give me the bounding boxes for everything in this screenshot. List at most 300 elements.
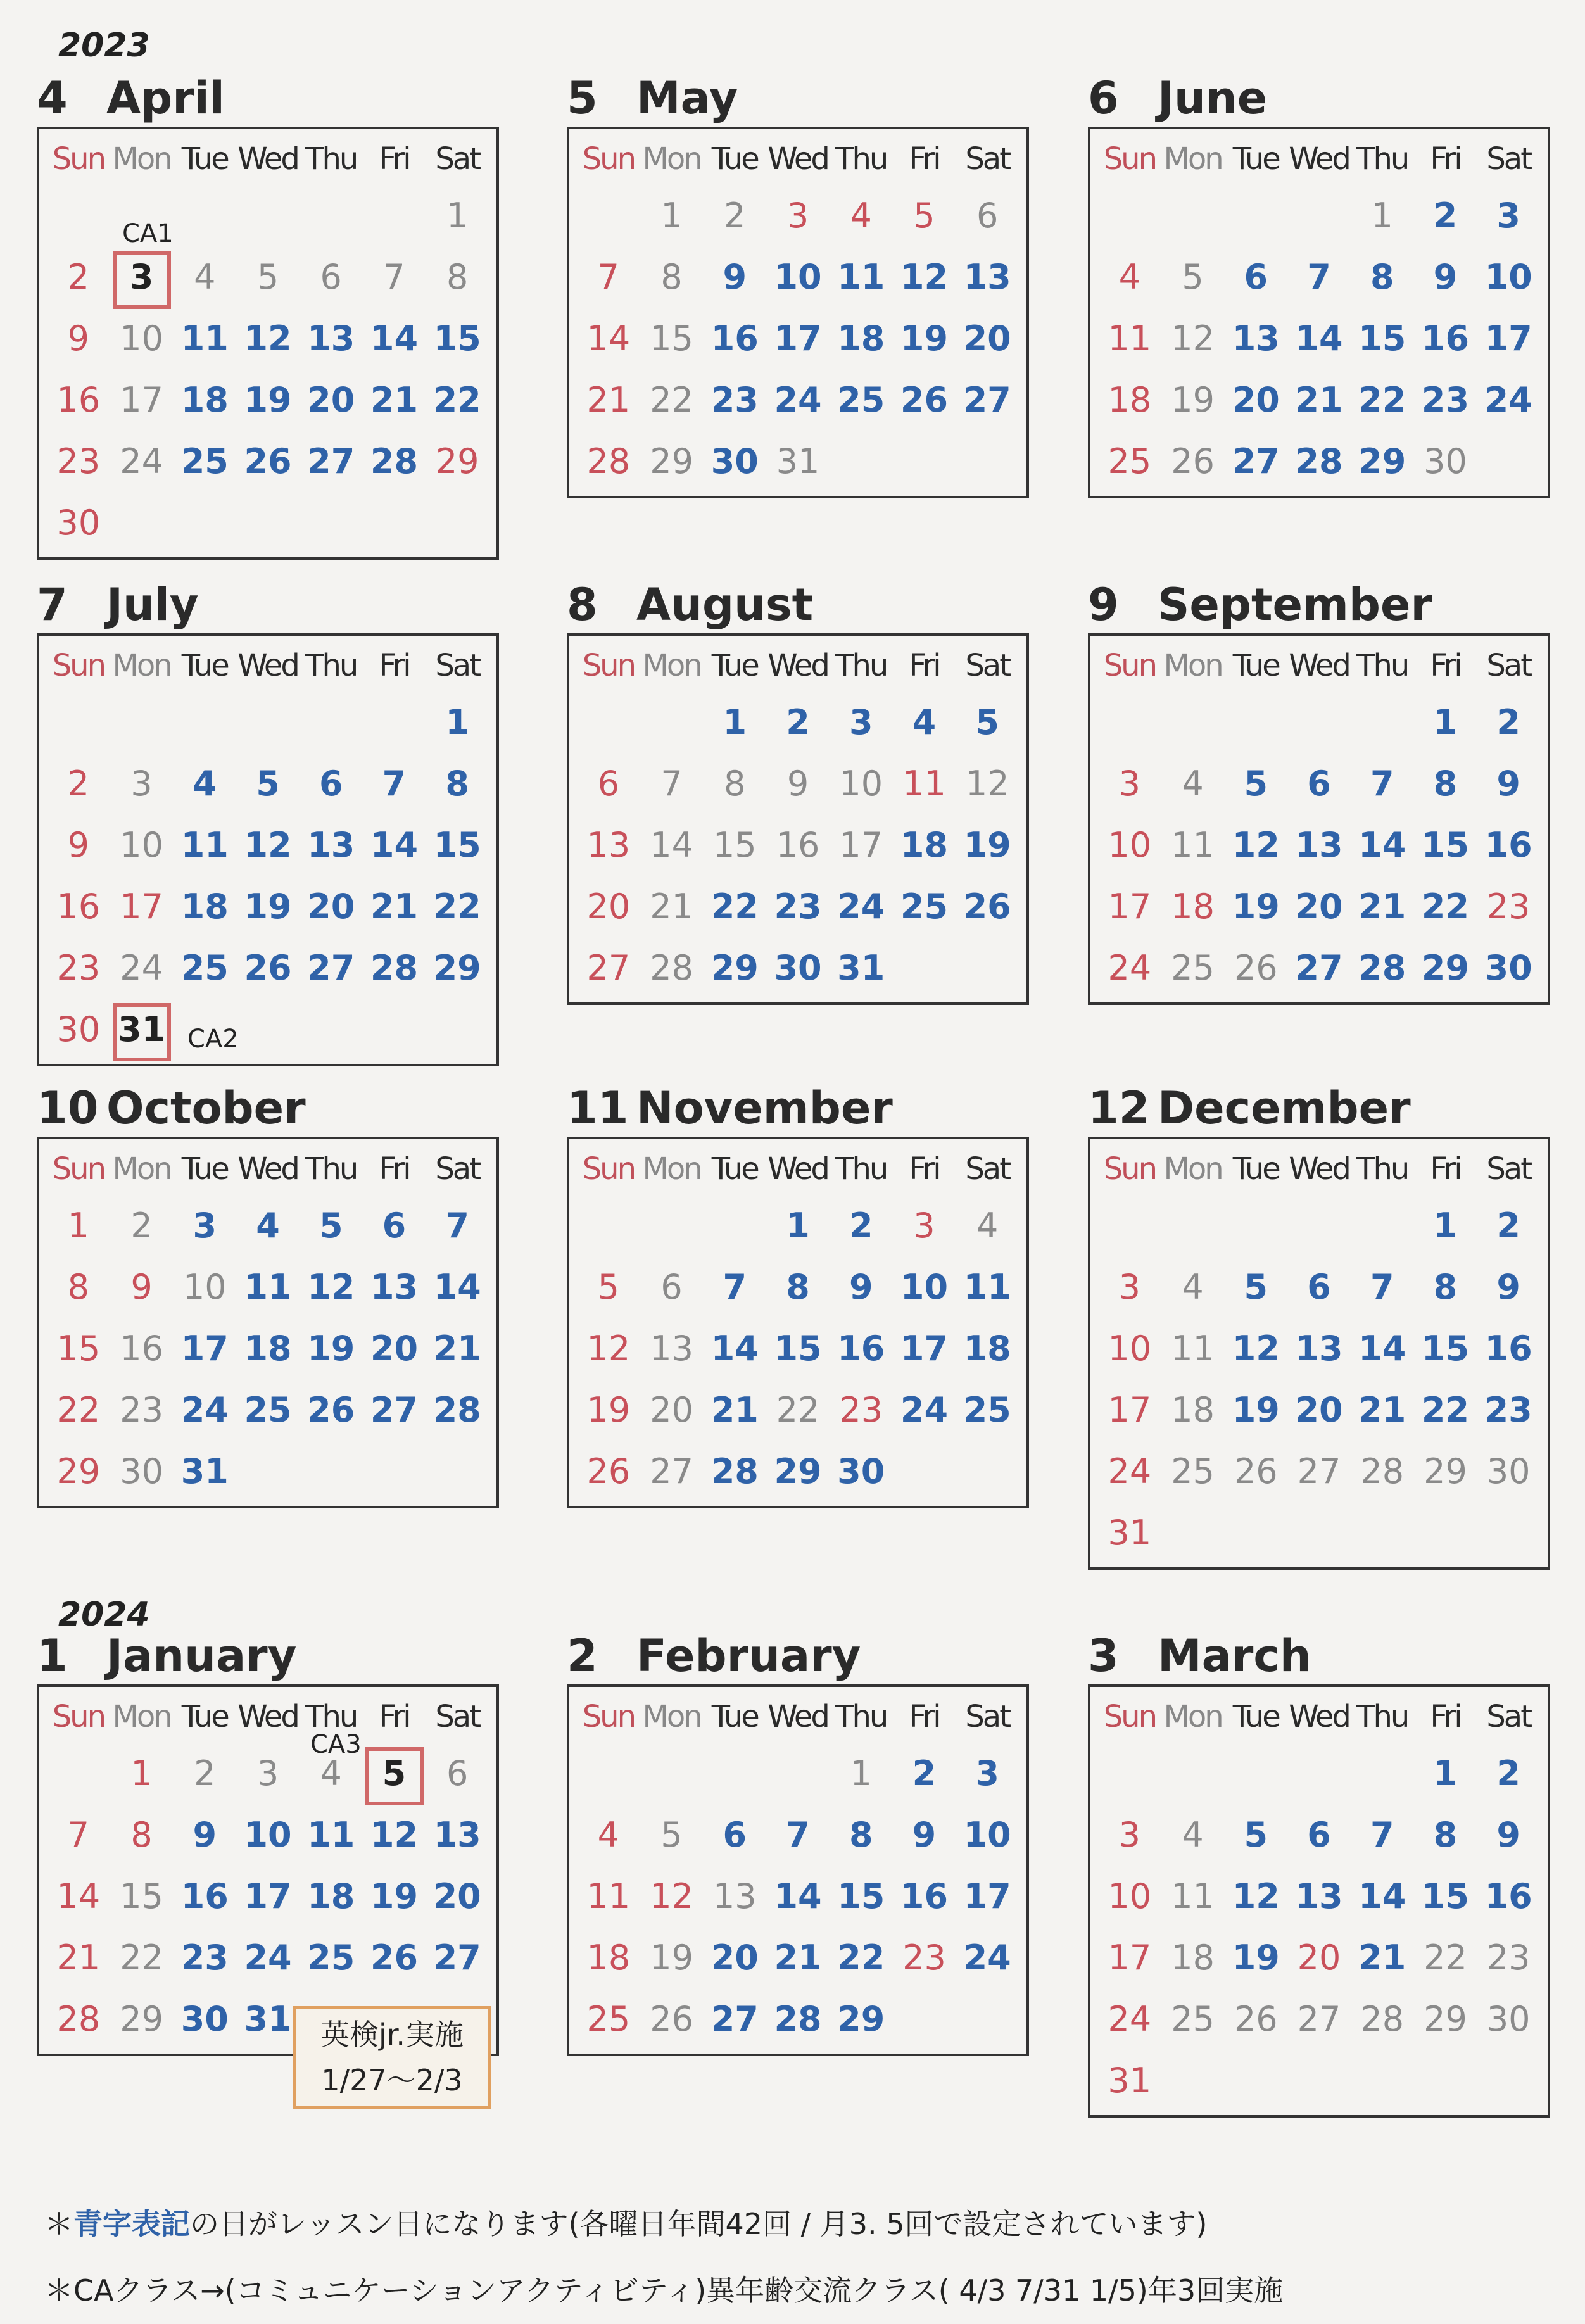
day-21: 21 bbox=[1295, 380, 1343, 420]
day-10: 10 bbox=[182, 1267, 227, 1307]
day-9: 9 bbox=[130, 1267, 153, 1307]
day-20: 20 bbox=[586, 887, 631, 926]
week-row bbox=[1098, 2050, 1540, 2111]
day-2: 2 bbox=[1496, 1753, 1520, 1793]
day-20: 20 bbox=[1295, 1390, 1343, 1430]
day-6: 6 bbox=[1307, 1267, 1331, 1307]
weekday-mon: Mon bbox=[112, 141, 171, 177]
day-28: 28 bbox=[370, 441, 419, 481]
day-10: 10 bbox=[1108, 825, 1152, 865]
day-5: 5 bbox=[256, 257, 279, 297]
month-name: December bbox=[1158, 1082, 1411, 1134]
weekday-tue: Tue bbox=[1232, 1151, 1279, 1187]
weekday-sat: Sat bbox=[435, 1699, 480, 1734]
day-13: 13 bbox=[586, 825, 631, 865]
day-16: 16 bbox=[776, 825, 820, 865]
day-1: 1 bbox=[723, 702, 747, 742]
weekday-thu: Thu bbox=[305, 1699, 357, 1734]
week-row bbox=[47, 753, 489, 814]
day-4: 4 bbox=[256, 1206, 280, 1246]
weekday-tue: Tue bbox=[1232, 648, 1279, 683]
month-name: June bbox=[1158, 72, 1268, 124]
weekday-thu: Thu bbox=[835, 141, 887, 177]
day-9: 9 bbox=[1496, 764, 1520, 804]
day-30: 30 bbox=[1486, 1999, 1531, 2039]
day-24: 24 bbox=[1108, 1451, 1152, 1491]
day-12: 12 bbox=[586, 1329, 631, 1368]
day-3: 3 bbox=[975, 1753, 999, 1793]
weekday-thu: Thu bbox=[835, 648, 887, 683]
day-31: 31 bbox=[1108, 2061, 1152, 2100]
lesson-note-text: の日がレッスン日になります(各曜日年間42回 / 月3. 5回で設定されています) bbox=[190, 2207, 1208, 2241]
week-row bbox=[47, 999, 489, 1060]
day-20: 20 bbox=[650, 1390, 693, 1430]
weekday-mon: Mon bbox=[642, 1151, 701, 1187]
day-30: 30 bbox=[837, 1451, 885, 1491]
month-number: 6 bbox=[1088, 72, 1119, 124]
day-26: 26 bbox=[307, 1390, 355, 1430]
weekday-sat: Sat bbox=[435, 648, 480, 683]
week-row bbox=[47, 1256, 489, 1318]
weekday-sun: Sun bbox=[582, 648, 635, 683]
week-row bbox=[577, 1256, 1019, 1318]
day-29: 29 bbox=[837, 1999, 885, 2039]
day-14: 14 bbox=[56, 1876, 101, 1916]
day-14: 14 bbox=[1358, 825, 1406, 865]
weekday-sat: Sat bbox=[965, 141, 1010, 177]
day-30: 30 bbox=[1486, 1451, 1531, 1491]
week-row bbox=[577, 1927, 1019, 1988]
day-29: 29 bbox=[56, 1451, 101, 1491]
week-row bbox=[1098, 1502, 1540, 1563]
day-12: 12 bbox=[244, 319, 292, 358]
day-16: 16 bbox=[1484, 1329, 1532, 1368]
day-11: 11 bbox=[244, 1267, 292, 1307]
week-row bbox=[577, 1988, 1019, 2050]
day-16: 16 bbox=[1421, 319, 1470, 358]
weekday-fri: Fri bbox=[1430, 1699, 1461, 1734]
day-7: 7 bbox=[445, 1206, 469, 1246]
day-27: 27 bbox=[370, 1390, 419, 1430]
day-6: 6 bbox=[1244, 257, 1268, 297]
day-27: 27 bbox=[1297, 1999, 1341, 2039]
day-16: 16 bbox=[120, 1329, 163, 1368]
day-23: 23 bbox=[1421, 380, 1470, 420]
week-row bbox=[47, 431, 489, 492]
weekday-fri: Fri bbox=[379, 648, 410, 683]
month-name: April bbox=[106, 72, 225, 124]
day-25: 25 bbox=[244, 1390, 292, 1430]
week-row bbox=[47, 1927, 489, 1988]
day-13: 13 bbox=[1232, 319, 1280, 358]
month-title bbox=[37, 1080, 499, 1137]
week-row bbox=[1098, 431, 1540, 492]
weekday-tue: Tue bbox=[711, 1151, 758, 1187]
week-row bbox=[1098, 1256, 1540, 1318]
day-17: 17 bbox=[963, 1876, 1011, 1916]
month-number: 12 bbox=[1088, 1082, 1150, 1134]
day-19: 19 bbox=[1232, 1938, 1280, 1978]
day-2: 2 bbox=[849, 1206, 873, 1246]
day-6: 6 bbox=[446, 1753, 469, 1793]
month-grid bbox=[1088, 1137, 1550, 1570]
day-3: 3 bbox=[256, 1753, 279, 1793]
week-row bbox=[47, 1379, 489, 1441]
day-5: 5 bbox=[1244, 1815, 1268, 1855]
day-29: 29 bbox=[650, 441, 693, 481]
day-22: 22 bbox=[776, 1390, 820, 1430]
weekday-mon: Mon bbox=[1163, 1151, 1222, 1187]
day-18: 18 bbox=[837, 319, 885, 358]
weekday-fri: Fri bbox=[1430, 1151, 1461, 1187]
day-27: 27 bbox=[307, 948, 355, 988]
day-4: 4 bbox=[912, 702, 937, 742]
day-7: 7 bbox=[67, 1815, 90, 1855]
day-10: 10 bbox=[900, 1267, 949, 1307]
day-29: 29 bbox=[774, 1451, 822, 1491]
day-18: 18 bbox=[180, 887, 229, 926]
day-26: 26 bbox=[586, 1451, 631, 1491]
day-31: 31 bbox=[1108, 1513, 1152, 1553]
day-13: 13 bbox=[712, 1876, 757, 1916]
month-july bbox=[37, 576, 499, 1066]
day-5: 5 bbox=[256, 764, 280, 804]
day-29: 29 bbox=[1424, 1999, 1467, 2039]
day-27: 27 bbox=[650, 1451, 693, 1491]
week-row bbox=[47, 937, 489, 999]
day-30: 30 bbox=[1424, 441, 1467, 481]
day-16: 16 bbox=[1484, 825, 1532, 865]
day-21: 21 bbox=[1358, 887, 1406, 926]
day-1: 1 bbox=[130, 1753, 153, 1793]
ca-label: CA2 bbox=[187, 1025, 239, 1054]
day-13: 13 bbox=[650, 1329, 693, 1368]
month-title bbox=[1088, 70, 1550, 127]
weekday-thu: Thu bbox=[1356, 648, 1408, 683]
day-1: 1 bbox=[1371, 196, 1393, 236]
weekday-thu: Thu bbox=[1356, 1699, 1408, 1734]
day-11: 11 bbox=[963, 1267, 1011, 1307]
weekday-sun: Sun bbox=[52, 1699, 105, 1734]
weekday-fri: Fri bbox=[909, 141, 940, 177]
day-28: 28 bbox=[650, 948, 693, 988]
day-22: 22 bbox=[650, 380, 693, 420]
day-26: 26 bbox=[1234, 1999, 1278, 2039]
day-31: 31 bbox=[244, 1999, 292, 2039]
month-title bbox=[37, 576, 499, 633]
day-13: 13 bbox=[1295, 825, 1343, 865]
day-10: 10 bbox=[120, 319, 163, 358]
month-title bbox=[1088, 576, 1550, 633]
day-24: 24 bbox=[900, 1390, 949, 1430]
week-row bbox=[577, 431, 1019, 492]
weekday-thu: Thu bbox=[305, 1151, 357, 1187]
day-15: 15 bbox=[433, 825, 481, 865]
day-4: 4 bbox=[193, 764, 217, 804]
month-june bbox=[1088, 70, 1550, 498]
day-5: 5 bbox=[363, 1753, 426, 1793]
day-7: 7 bbox=[786, 1815, 810, 1855]
day-18: 18 bbox=[900, 825, 949, 865]
day-27: 27 bbox=[1295, 948, 1343, 988]
day-3: 3 bbox=[786, 196, 809, 236]
month-title bbox=[1088, 1080, 1550, 1137]
weekday-sun: Sun bbox=[52, 1151, 105, 1187]
day-9: 9 bbox=[193, 1815, 217, 1855]
day-18: 18 bbox=[1171, 1390, 1215, 1430]
day-14: 14 bbox=[1295, 319, 1343, 358]
day-23: 23 bbox=[839, 1390, 883, 1430]
day-30: 30 bbox=[774, 948, 822, 988]
day-10: 10 bbox=[774, 257, 822, 297]
weekday-mon: Mon bbox=[642, 648, 701, 683]
day-15: 15 bbox=[650, 319, 693, 358]
day-13: 13 bbox=[307, 825, 355, 865]
day-2: 2 bbox=[1496, 702, 1520, 742]
week-row bbox=[1098, 246, 1540, 308]
day-16: 16 bbox=[900, 1876, 949, 1916]
weekday-sun: Sun bbox=[1103, 141, 1156, 177]
day-8: 8 bbox=[1433, 1267, 1458, 1307]
day-23: 23 bbox=[902, 1938, 946, 1978]
day-24: 24 bbox=[837, 887, 885, 926]
weekday-fri: Fri bbox=[1430, 141, 1461, 177]
week-row bbox=[1098, 185, 1540, 246]
month-title bbox=[567, 70, 1029, 127]
week-row bbox=[1098, 753, 1540, 814]
day-8: 8 bbox=[446, 257, 469, 297]
day-1: 1 bbox=[1433, 1206, 1458, 1246]
weekday-sat: Sat bbox=[435, 141, 480, 177]
day-11: 11 bbox=[1108, 319, 1152, 358]
day-31: 31 bbox=[837, 948, 885, 988]
week-row bbox=[47, 246, 489, 308]
week-row bbox=[577, 937, 1019, 999]
weekday-wed: Wed bbox=[767, 1699, 828, 1734]
month-name: May bbox=[636, 72, 738, 124]
day-18: 18 bbox=[307, 1876, 355, 1916]
day-2: 2 bbox=[194, 1753, 216, 1793]
day-7: 7 bbox=[660, 764, 683, 804]
day-5: 5 bbox=[1182, 257, 1204, 297]
week-row bbox=[1098, 1804, 1540, 1866]
week-row bbox=[577, 1379, 1019, 1441]
day-5: 5 bbox=[975, 702, 999, 742]
week-row bbox=[47, 1866, 489, 1927]
day-25: 25 bbox=[1108, 441, 1152, 481]
weekday-mon: Mon bbox=[112, 1699, 171, 1734]
day-10: 10 bbox=[839, 764, 883, 804]
day-5: 5 bbox=[913, 196, 935, 236]
day-25: 25 bbox=[1171, 948, 1215, 988]
day-4: 4 bbox=[320, 1753, 342, 1793]
week-row bbox=[577, 369, 1019, 431]
weekday-header bbox=[1098, 133, 1540, 185]
weekday-fri: Fri bbox=[909, 648, 940, 683]
day-9: 9 bbox=[67, 319, 90, 358]
day-20: 20 bbox=[307, 887, 355, 926]
day-2: 2 bbox=[1433, 196, 1458, 236]
day-16: 16 bbox=[56, 380, 101, 420]
day-21: 21 bbox=[1358, 1938, 1406, 1978]
day-26: 26 bbox=[244, 441, 292, 481]
week-row bbox=[577, 814, 1019, 876]
day-21: 21 bbox=[774, 1938, 822, 1978]
weekday-mon: Mon bbox=[112, 1151, 171, 1187]
eiken-jr-note bbox=[293, 2006, 491, 2109]
day-15: 15 bbox=[774, 1329, 822, 1368]
day-29: 29 bbox=[710, 948, 759, 988]
weekday-header bbox=[47, 133, 489, 185]
day-14: 14 bbox=[650, 825, 693, 865]
weekday-tue: Tue bbox=[711, 141, 758, 177]
month-number: 8 bbox=[567, 579, 598, 631]
weekday-mon: Mon bbox=[642, 141, 701, 177]
day-4: 4 bbox=[1182, 1267, 1204, 1307]
week-row bbox=[1098, 308, 1540, 369]
day-31: 31 bbox=[776, 441, 820, 481]
day-4: 4 bbox=[194, 257, 216, 297]
weekday-header bbox=[47, 640, 489, 692]
week-row bbox=[47, 1441, 489, 1502]
day-3: 3 bbox=[1496, 196, 1520, 236]
day-16: 16 bbox=[56, 887, 101, 926]
eiken-title: 英検jr.実施 bbox=[320, 2018, 464, 2052]
day-13: 13 bbox=[433, 1815, 481, 1855]
month-grid bbox=[37, 1684, 499, 2056]
day-6: 6 bbox=[660, 1267, 683, 1307]
year-2024-label: 2024 bbox=[58, 1596, 150, 1634]
day-3: 3 bbox=[193, 1206, 217, 1246]
day-17: 17 bbox=[839, 825, 883, 865]
weekday-sat: Sat bbox=[965, 1151, 1010, 1187]
day-12: 12 bbox=[1232, 1876, 1280, 1916]
day-13: 13 bbox=[1295, 1329, 1343, 1368]
weekday-sat: Sat bbox=[1486, 1699, 1531, 1734]
weekday-sun: Sun bbox=[582, 141, 635, 177]
day-15: 15 bbox=[1358, 319, 1406, 358]
day-29: 29 bbox=[1358, 441, 1406, 481]
day-5: 5 bbox=[1244, 1267, 1268, 1307]
month-number: 11 bbox=[567, 1082, 629, 1134]
day-15: 15 bbox=[712, 825, 757, 865]
day-19: 19 bbox=[244, 887, 292, 926]
week-row bbox=[577, 1743, 1019, 1804]
day-12: 12 bbox=[370, 1815, 419, 1855]
year-2023-label: 2023 bbox=[58, 27, 150, 65]
day-18: 18 bbox=[586, 1938, 631, 1978]
month-title bbox=[1088, 1627, 1550, 1684]
day-17: 17 bbox=[244, 1876, 292, 1916]
day-20: 20 bbox=[710, 1938, 759, 1978]
day-1: 1 bbox=[786, 1206, 810, 1246]
day-25: 25 bbox=[307, 1938, 355, 1978]
day-24: 24 bbox=[1108, 1999, 1152, 2039]
day-28: 28 bbox=[710, 1451, 759, 1491]
month-september bbox=[1088, 576, 1550, 1005]
weekday-header bbox=[47, 1143, 489, 1195]
month-number: 2 bbox=[567, 1630, 598, 1682]
day-11: 11 bbox=[1171, 1329, 1215, 1368]
day-4: 4 bbox=[1182, 1815, 1204, 1855]
weekday-wed: Wed bbox=[237, 648, 298, 683]
day-11: 11 bbox=[586, 1876, 631, 1916]
month-october bbox=[37, 1080, 499, 1508]
day-14: 14 bbox=[774, 1876, 822, 1916]
day-6: 6 bbox=[320, 257, 342, 297]
day-9: 9 bbox=[67, 825, 90, 865]
month-april bbox=[37, 70, 499, 560]
day-22: 22 bbox=[433, 887, 481, 926]
weekday-wed: Wed bbox=[1289, 1699, 1349, 1734]
day-5: 5 bbox=[597, 1267, 620, 1307]
month-title bbox=[37, 70, 499, 127]
day-18: 18 bbox=[180, 380, 229, 420]
day-23: 23 bbox=[1486, 1938, 1531, 1978]
day-15: 15 bbox=[56, 1329, 101, 1368]
day-6: 6 bbox=[597, 764, 620, 804]
day-10: 10 bbox=[120, 825, 163, 865]
day-9: 9 bbox=[1496, 1267, 1520, 1307]
day-2: 2 bbox=[786, 702, 810, 742]
month-grid bbox=[37, 127, 499, 560]
week-row bbox=[47, 1804, 489, 1866]
week-row bbox=[1098, 1441, 1540, 1502]
day-9: 9 bbox=[1433, 257, 1458, 297]
day-14: 14 bbox=[1358, 1876, 1406, 1916]
day-14: 14 bbox=[433, 1267, 481, 1307]
day-7: 7 bbox=[1370, 1267, 1394, 1307]
weekday-fri: Fri bbox=[379, 1699, 410, 1734]
day-13: 13 bbox=[963, 257, 1011, 297]
day-15: 15 bbox=[837, 1876, 885, 1916]
day-28: 28 bbox=[1295, 441, 1343, 481]
day-20: 20 bbox=[963, 319, 1011, 358]
day-7: 7 bbox=[1307, 257, 1331, 297]
day-22: 22 bbox=[1421, 887, 1470, 926]
day-12: 12 bbox=[650, 1876, 693, 1916]
month-march bbox=[1088, 1627, 1550, 2118]
day-4: 4 bbox=[1118, 257, 1141, 297]
week-row bbox=[47, 692, 489, 753]
day-9: 9 bbox=[723, 257, 747, 297]
weekday-tue: Tue bbox=[181, 648, 228, 683]
day-12: 12 bbox=[1232, 1329, 1280, 1368]
month-grid bbox=[37, 1137, 499, 1508]
day-12: 12 bbox=[244, 825, 292, 865]
month-title bbox=[567, 1080, 1029, 1137]
week-row bbox=[1098, 1195, 1540, 1256]
day-19: 19 bbox=[1232, 887, 1280, 926]
day-20: 20 bbox=[307, 380, 355, 420]
month-number: 1 bbox=[37, 1630, 68, 1682]
day-15: 15 bbox=[1421, 825, 1470, 865]
month-number: 3 bbox=[1088, 1630, 1119, 1682]
day-21: 21 bbox=[433, 1329, 481, 1368]
week-row bbox=[577, 1195, 1019, 1256]
day-3: 3 bbox=[1118, 1267, 1141, 1307]
weekday-sun: Sun bbox=[582, 1699, 635, 1734]
week-row bbox=[577, 1318, 1019, 1379]
day-6: 6 bbox=[382, 1206, 407, 1246]
weekday-tue: Tue bbox=[181, 1699, 228, 1734]
day-4: 4 bbox=[976, 1206, 999, 1246]
weekday-thu: Thu bbox=[1356, 141, 1408, 177]
day-17: 17 bbox=[1108, 1938, 1152, 1978]
week-row bbox=[47, 492, 489, 553]
weekday-tue: Tue bbox=[711, 648, 758, 683]
day-19: 19 bbox=[307, 1329, 355, 1368]
